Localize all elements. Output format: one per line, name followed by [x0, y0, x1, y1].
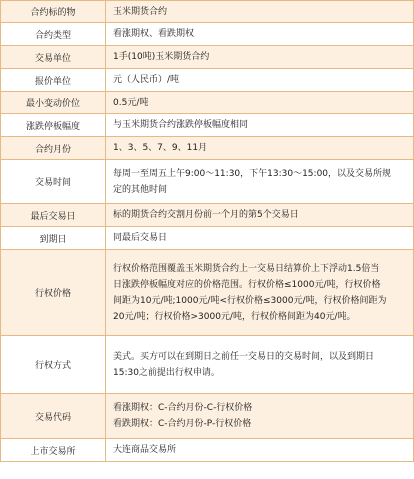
value-line: 元（人民币）/吨	[113, 75, 180, 85]
value-line: 日涨跌停板幅度对应的价格范围。行权价格≤1000元/吨，行权价格	[113, 279, 381, 290]
row-label: 涨跌停板幅度	[1, 114, 106, 137]
row-label: 报价单位	[1, 69, 106, 92]
table-row	[1, 114, 414, 137]
table-row	[1, 46, 414, 69]
value-line: 20元/吨；行权价格>3000元/吨，行权价格间距为40元/吨。	[113, 311, 356, 322]
row-value	[106, 92, 414, 114]
value-line: 标的期货合约交割月份前一个月的第5个交易日	[113, 210, 299, 220]
row-label: 行权价格	[1, 250, 106, 336]
row-value	[106, 1, 414, 23]
row-value	[106, 204, 414, 227]
table-row	[1, 336, 414, 394]
row-value	[106, 439, 414, 462]
value-line: 玉米期货合约	[113, 6, 168, 17]
row-value	[106, 137, 414, 160]
value-line: 大连商品交易所	[113, 445, 177, 455]
value-line: 看涨期权：C-合约月份-C-行权价格	[113, 403, 253, 413]
row-label: 到期日	[1, 227, 106, 250]
table-row	[1, 1, 414, 23]
value-line: 与玉米期货合约涨跌停板幅度相同	[113, 120, 249, 130]
value-line: 每周一至周五上午9:00～11:30，下午13:30～15:00，以及交易所规	[113, 168, 392, 179]
row-value	[106, 394, 414, 439]
value-line: 行权价格范围覆盖玉米期货合约上一交易日结算价上下浮动1.5倍当	[113, 263, 380, 274]
value-line: 间距为10元/吨;1000元/吨<行权价格≤3000元/吨，行权价格间距为	[113, 295, 387, 306]
row-value	[106, 160, 414, 204]
value-line: 15:30之前提出行权申请。	[113, 367, 220, 378]
row-value	[106, 46, 414, 69]
table-row	[1, 227, 414, 250]
row-label: 交易单位	[1, 46, 106, 69]
value-line: 定的其他时间	[113, 184, 168, 195]
row-value	[106, 114, 414, 137]
row-value	[106, 336, 414, 394]
row-value	[106, 69, 414, 92]
value-line: 1、3、5、7、9、11月	[113, 143, 208, 153]
row-value	[106, 23, 414, 46]
value-line: 看跌期权：C-合约月份-P-行权价格	[113, 419, 252, 429]
row-label: 最后交易日	[1, 204, 106, 227]
table-row	[1, 160, 414, 204]
row-label: 合约月份	[1, 137, 106, 160]
table-row	[1, 394, 414, 439]
row-value	[106, 227, 414, 250]
value-line: 1手(10吨)玉米期货合约	[113, 52, 210, 62]
row-label: 上市交易所	[1, 439, 106, 462]
table-row	[1, 69, 414, 92]
value-line: 0.5元/吨	[113, 97, 149, 108]
row-label: 合约类型	[1, 23, 106, 46]
row-label: 交易代码	[1, 394, 106, 439]
table-row	[1, 204, 414, 227]
row-label: 最小变动价位	[1, 92, 106, 114]
value-line: 美式。买方可以在到期日之前任一交易日的交易时间，以及到期日	[113, 351, 375, 362]
table-row	[1, 137, 414, 160]
table-row	[1, 250, 414, 336]
value-line: 看涨期权、看跌期权	[113, 29, 195, 39]
table-row	[1, 92, 414, 114]
value-line: 同最后交易日	[113, 233, 168, 243]
table-row	[1, 23, 414, 46]
table-row	[1, 439, 414, 462]
row-value	[106, 250, 414, 336]
row-label: 行权方式	[1, 336, 106, 394]
row-label: 交易时间	[1, 160, 106, 204]
row-label: 合约标的物	[1, 1, 106, 23]
